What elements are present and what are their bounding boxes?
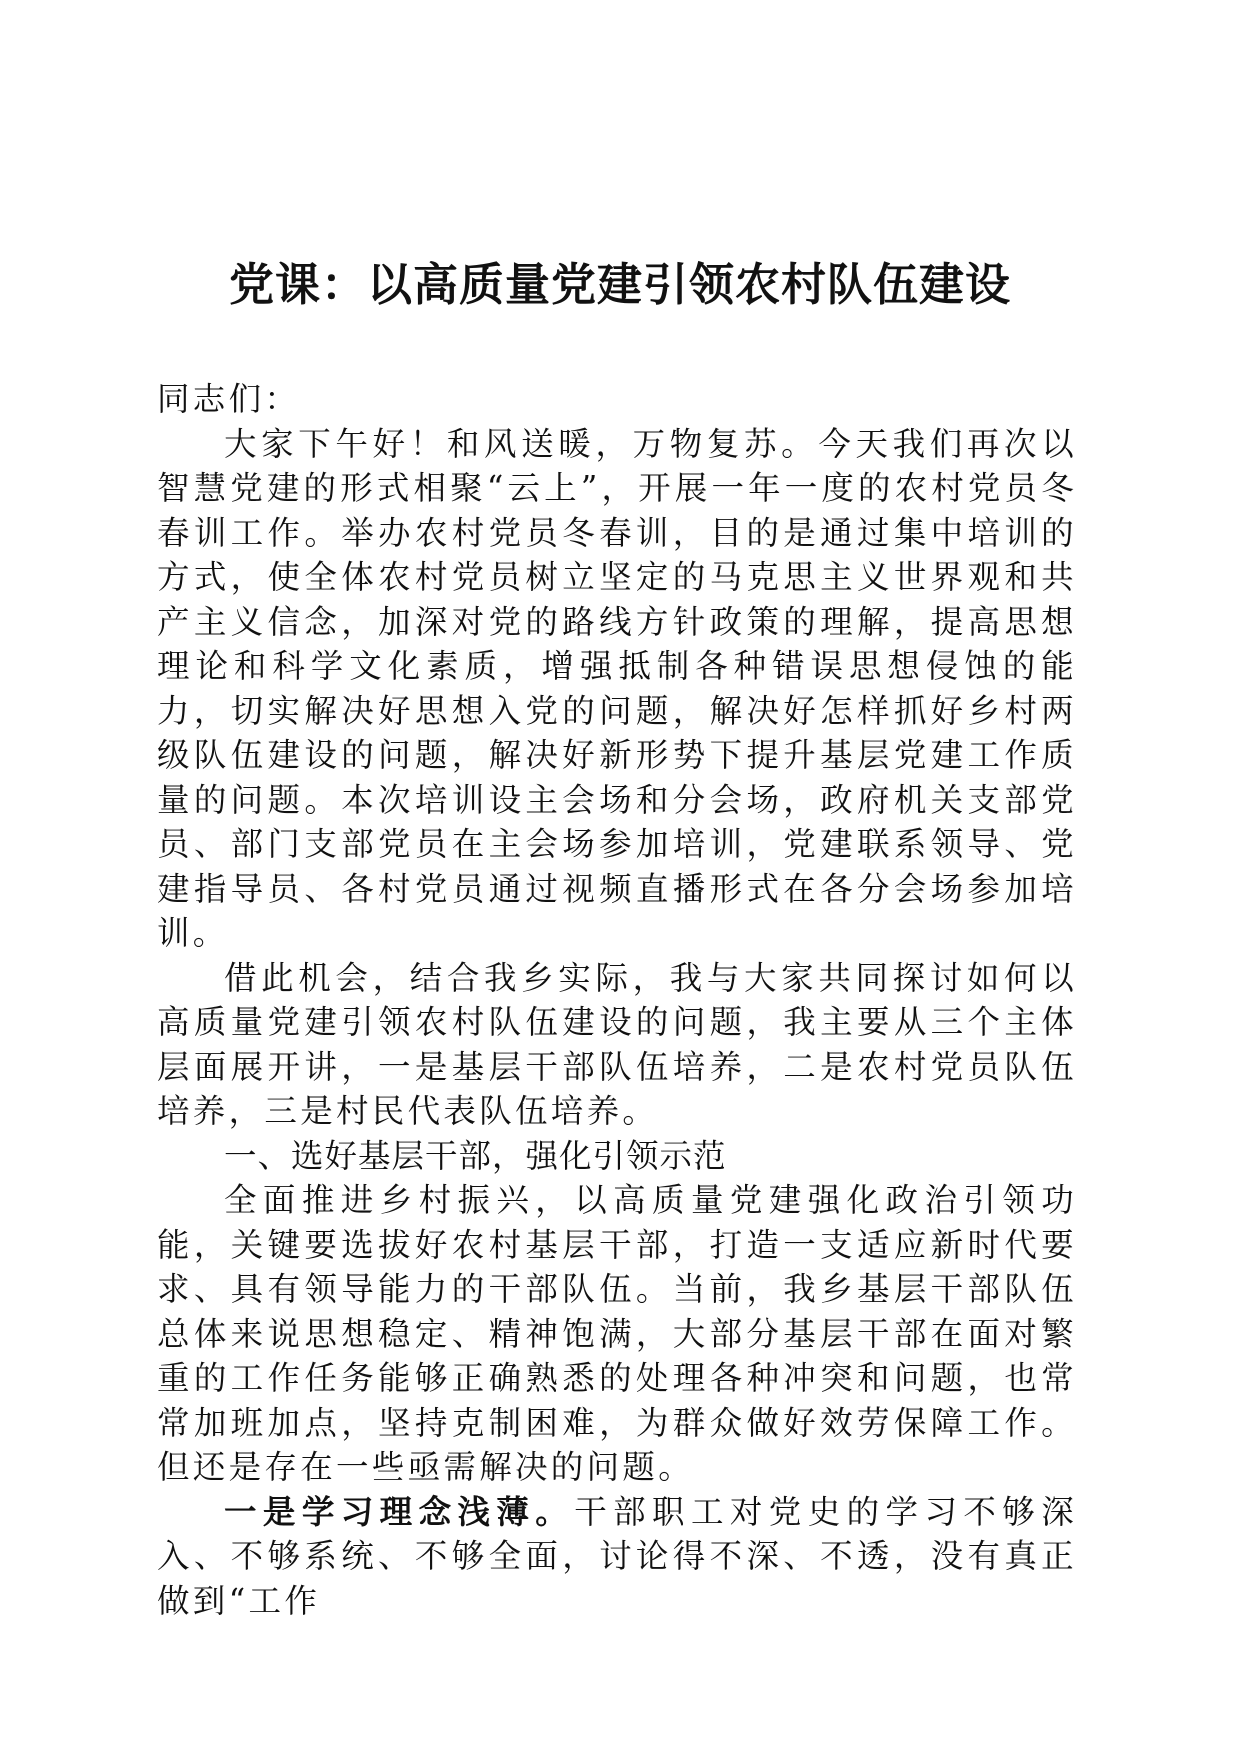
point-1-lead: 一是学习理念浅薄。 — [224, 1491, 575, 1531]
paragraph-topic-intro: 借此机会，结合我乡实际，我与大家共同探讨如何以高质量党建引领农村队伍建设的问题，我主要从三个主体层面展开讲，一是基层干部队伍培养，二是农村党员队伍培养，三是村民代表队伍培养。 — [157, 958, 1077, 1130]
salutation: 同志们： — [157, 380, 301, 418]
paragraph-section-1: 全面推进乡村振兴，以高质量党建强化政治引领功能，关键要选拔好农村基层干部，打造一支适应新时代要求、具有领导能力的干部队伍。当前，我乡基层干部队伍总体来说思想稳定、精神饱满，大部分基层干部在面对繁重的工作任务能够正确熟悉的处理各种冲突和问题，也常常加班加点，坚持克制困难，为群众做好效劳保障工作。但还是存在一些亟需解决的问题。 — [157, 1181, 1077, 1486]
document-body — [157, 377, 1077, 1623]
section-heading-1: 一、选好基层干部，强化引领示范 — [224, 1136, 727, 1175]
paragraph-point-1 — [157, 1490, 1077, 1624]
point-1-text: 干部职工对党史的学习不够深入、不够系统、不够全面，讨论得不深、不透，没有真正做到“工作 — [157, 1492, 1078, 1620]
document-title: 党课：以高质量党建引领农村队伍建设 — [228, 258, 1011, 311]
paragraph-opening: 大家下午好！和风送暖，万物复苏。今天我们再次以智慧党建的形式相聚“云上”，开展一年一度的农村党员冬春训工作。举办农村党员冬春训，目的是通过集中培训的方式，使全体农村党员树立坚定的马克思主义世界观和共产主义信念，加深对党的路线方针政策的理解，提高思想理论和科学文化素质，增强抵制各种错误思想侵蚀的能力，切实解决好思想入党的问题，解决好怎样抓好乡村两级队伍建设的问题，解决好新形势下提升基层党建工作质量的问题。本次培训设主会场和分会场，政府机关支部党员、部门支部党员在主会场参加培训，党建联系领导、党建指导员、各村党员通过视频直播形式在各分会场参加培训。 — [157, 424, 1077, 952]
